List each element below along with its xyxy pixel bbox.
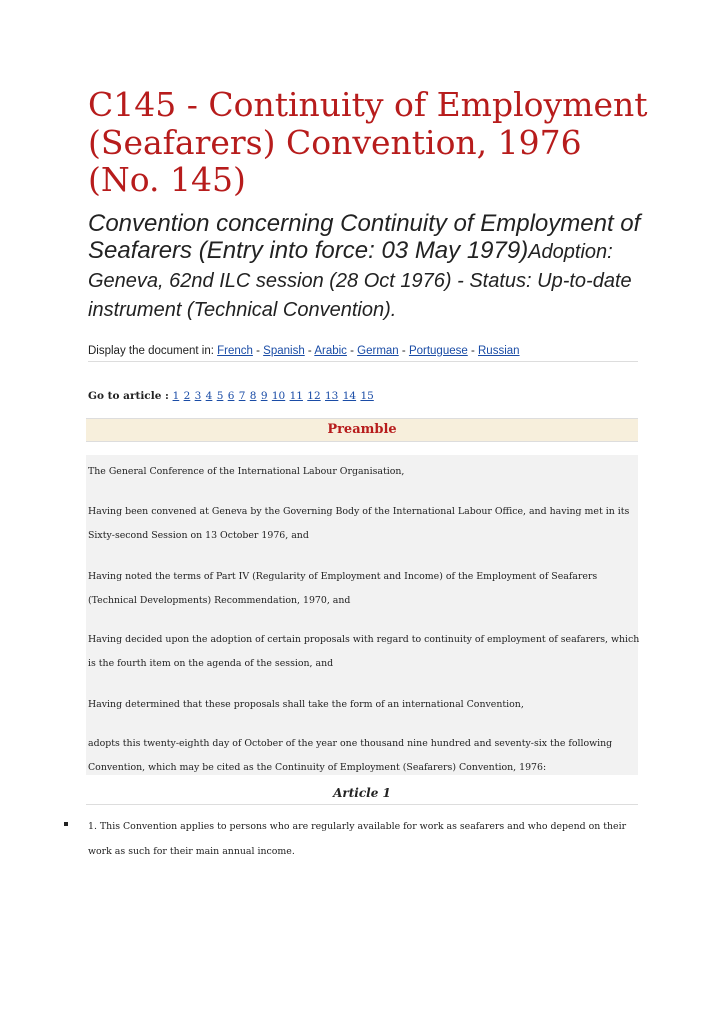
article-link-2[interactable]: 2 [183,390,191,402]
article-navigation-label: Go to article : [88,390,173,402]
preamble-paragraph: Having been convened at Geneva by the Governing Body of the International Labour Office, and having met in its Sixty-second Session on 13 October 1976, and [88,506,630,541]
article-navigation [88,390,375,402]
page-title [88,86,648,199]
article-link-5[interactable]: 5 [216,390,224,402]
article-1-paragraph-1: 1. This Convention applies to persons who are regularly available for work as seafarers and who depend on their work as such for their main annual income. [88,821,627,857]
subtitle-adoption: Adoption: Geneva, 62nd ILC session (28 Oct 1976) - Status: Up-to-date instrument (Technical Convention). [88,241,632,321]
article-1-heading: Article 1 [86,786,638,805]
language-separator: - [398,345,409,357]
preamble-paragraph: Having noted the terms of Part IV (Regularity of Employment and Income) of the Employment of Seafarers (Technical Developments) Recommendation, 1970, and [88,571,598,606]
title-line-2: (Seafarers) Convention, 1976 [88,122,582,162]
language-link-portuguese[interactable]: Portuguese [408,345,468,357]
language-link-arabic[interactable]: Arabic [314,345,347,357]
preamble-paragraph: adopts this twenty-eighth day of October of the year one thousand nine hundred and seventy-six the following Convention, which may be cited as the Continuity of Employment (Seafarers) Convention, 1976: [88,738,613,773]
preamble-paragraph: Having decided upon the adoption of certain proposals with regard to continuity of employment of seafarers, which is the fourth item on the agenda of the session, and [88,634,640,669]
language-link-russian[interactable]: Russian [478,345,520,357]
title-line-1: C145 - Continuity of Employment [88,85,648,124]
preamble-heading: Preamble [86,418,638,442]
article-link-6[interactable]: 6 [227,390,235,402]
article-link-12[interactable]: 12 [307,390,321,402]
article-link-14[interactable]: 14 [342,390,357,402]
language-link-spanish[interactable]: Spanish [263,345,305,357]
article-link-3[interactable]: 3 [194,390,202,402]
article-link-9[interactable]: 9 [260,390,268,402]
title-line-3: (No. 145) [88,160,246,199]
preamble-paragraph: The General Conference of the International Labour Organisation, [88,466,405,477]
article-link-10[interactable]: 10 [271,390,286,402]
language-separator: - [252,345,264,357]
subtitle-main: Convention concerning Continuity of Employment of Seafarers (Entry into force: 03 May 1979) [88,210,641,264]
preamble-paragraph: Having determined that these proposals shall take the form of an international Convention, [88,699,524,710]
article-link-8[interactable]: 8 [249,390,257,402]
language-separator: - [346,345,358,357]
language-selector [88,345,638,362]
article-link-13[interactable]: 13 [325,390,339,402]
language-link-german[interactable]: German [357,345,399,357]
article-link-11[interactable]: 11 [289,390,303,402]
language-separator: - [467,345,478,357]
language-separator: - [304,345,315,357]
article-link-15[interactable]: 15 [360,390,374,402]
convention-subtitle [88,210,648,324]
article-link-4[interactable]: 4 [205,390,213,402]
language-label: Display the document in: [88,345,218,357]
language-link-french[interactable]: French [217,345,253,357]
bullet-icon [64,822,68,826]
article-link-1[interactable]: 1 [172,390,180,402]
article-link-7[interactable]: 7 [238,390,246,402]
